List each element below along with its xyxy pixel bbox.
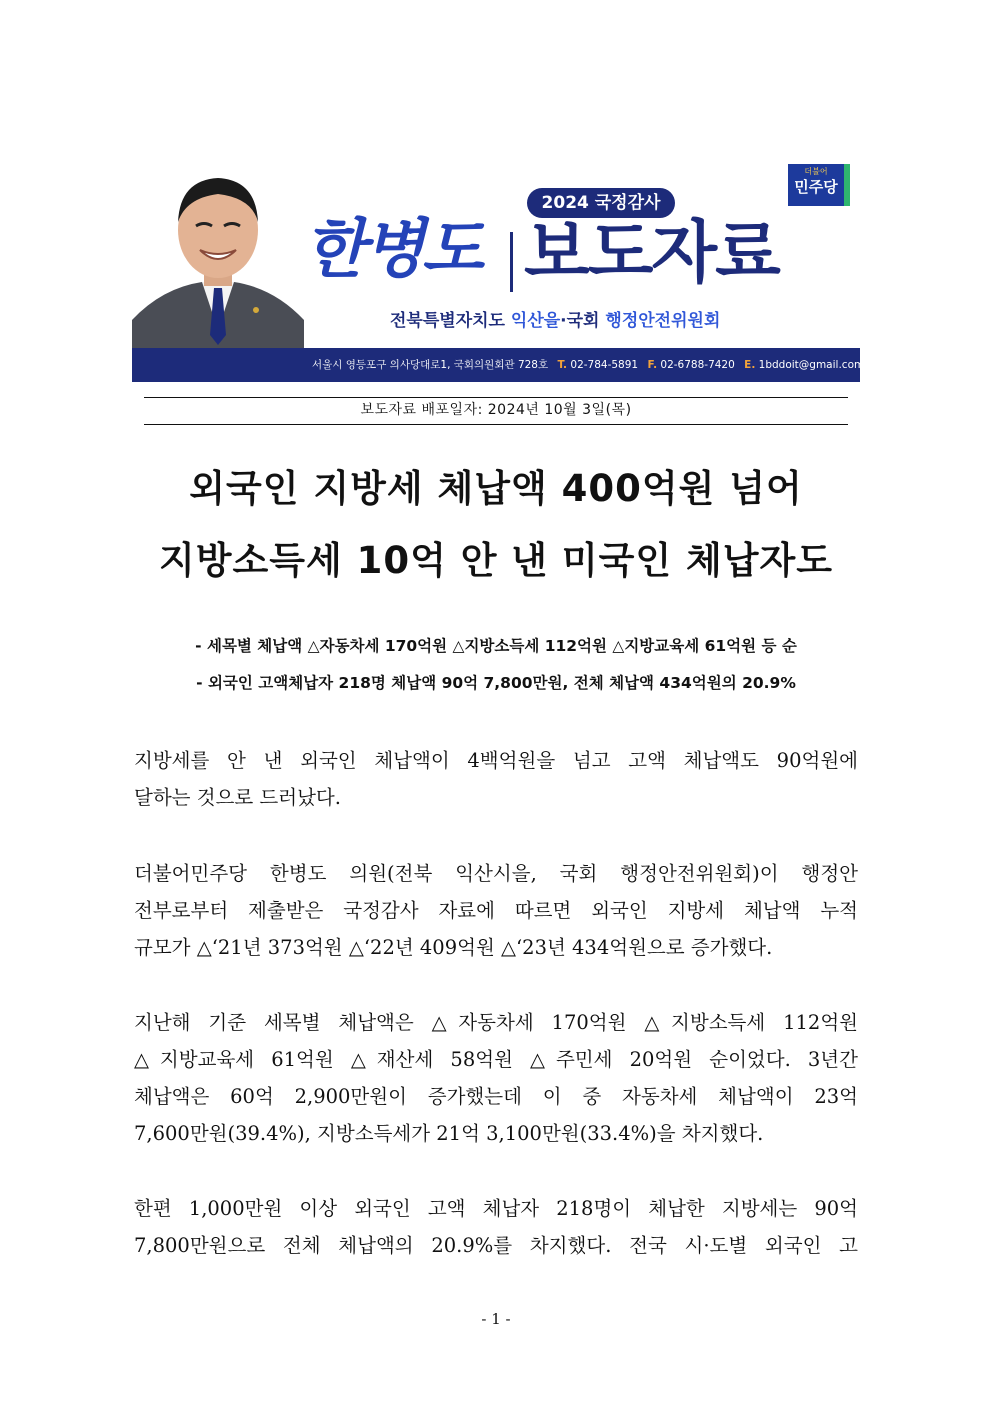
paragraph-line: △지방교육세 61억원 △재산세 58억원 △주민세 20억원 순이었다. 3년간 [134,1048,858,1071]
press-release-banner [132,160,865,382]
tel-number: 02-784-5891 [570,359,639,371]
body-paragraph-1 [134,742,858,816]
lawmaker-portrait [132,160,304,350]
tel-label: T. [557,359,568,371]
fax-number: 02-6788-7420 [660,359,735,371]
office-address: 서울시 영등포구 의사당대로1, 국회의원회관 728호 [312,359,549,371]
date-top-rule [144,397,848,398]
paragraph-line: 달하는 것으로 드러났다. [134,786,341,809]
paragraph-line: 규모가 △‘21년 373억원 △‘22년 409억원 △‘23년 434억원으로 증가했다. [134,936,773,959]
affiliation-region: 전북특별자치도 [390,311,505,331]
page-number: - 1 - [481,1310,511,1328]
date-bottom-rule [144,424,848,425]
email-address: 1bddoit@gmail.com [758,359,865,371]
paragraph-line: 지방세를 안 낸 외국인 체납액이 4백억원을 넘고 고액 체납액도 90억원에 [134,749,858,772]
party-name: 민주당 [794,178,838,196]
body-paragraph-3 [134,1004,858,1152]
fax-label: F. [647,359,658,371]
affiliation-committee: 행정안전위원회 [605,311,721,331]
paragraph-line: 더불어민주당 한병도 의원(전북 익산시을, 국회 행정안전위원회)이 행정안 [134,862,858,885]
lawmaker-affiliation [390,306,720,331]
paragraph-line: 7,800만원으로 전체 체납액의 20.9%를 차지했다. 전국 시·도별 외국인 고 [134,1234,858,1257]
summary-line-1: - 세목별 체납액 △자동차세 170억원 △지방소득세 112억원 △지방교육세 61억원 등 순 [195,637,797,655]
body-paragraph-4 [134,1190,858,1264]
body-paragraph-2 [134,855,858,966]
lawmaker-name-logo: 한병도 [304,213,481,287]
paragraph-line: 전부로부터 제출받은 국정감사 자료에 따르면 외국인 지방세 체납액 누적 [134,899,858,922]
headline-line-1: 외국인 지방세 체납액 400억원 넘어 [189,467,803,510]
paragraph-line: 한편 1,000만원 이상 외국인 고액 체납자 218명이 체납한 지방세는 90억 [134,1197,858,1220]
party-small-label: 더불어 [804,167,828,176]
paragraph-line: 체납액은 60억 2,900만원이 증가했는데 이 중 자동차세 체납액이 23억 [134,1085,858,1108]
press-release-logo: 보도자료 [524,214,779,293]
contact-bar [132,348,865,382]
email-label: E. [744,359,756,371]
headline-line-2: 지방소득세 10억 안 낸 미국인 체납자도 [158,539,834,582]
party-logo [788,164,850,206]
affiliation-separator: ·국회 [560,311,600,331]
logo-divider [510,232,513,292]
affiliation-district: 익산을 [510,311,561,331]
audit-badge: 2024 국정감사 [527,188,675,218]
paragraph-line: 7,600만원(39.4%), 지방소득세가 21억 3,100만원(33.4%)을 차지했다. [134,1122,764,1145]
release-date: 보도자료 배포일자: 2024년 10월 3일(목) [360,402,632,418]
summary-line-2: - 외국인 고액체납자 218명 체납액 90억 7,800만원, 전체 체납액 434억원의 20.9% [196,674,796,692]
paragraph-line: 지난해 기준 세목별 체납액은 △자동차세 170억원 △지방소득세 112억원 [134,1011,858,1034]
